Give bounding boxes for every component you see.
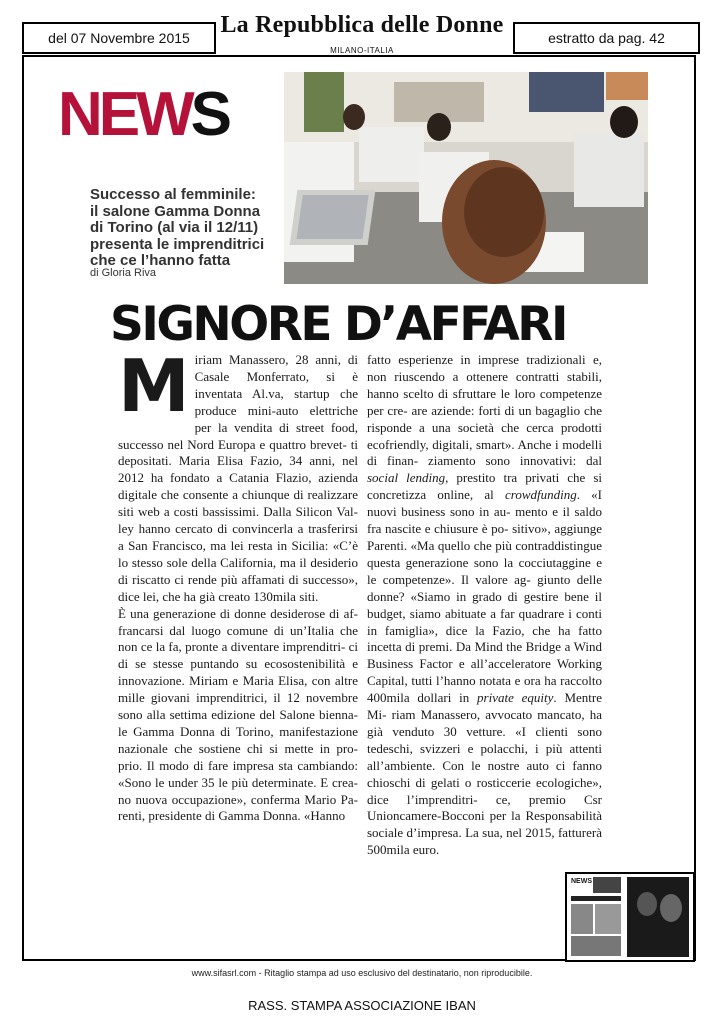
footer-association: RASS. STAMPA ASSOCIAZIONE IBAN (248, 998, 476, 1013)
article-text: o rosticcerie ecologiche», dice l’imprenditri- (367, 774, 603, 807)
date-box (22, 22, 216, 54)
article-text: incetta di premi. Da Mind the Bridge a Wind (367, 639, 602, 655)
article-text: riam Manassero, avvocato mancato, ha già (367, 707, 602, 739)
article-text: Capital, tutti l’hanno notata e ora ha raccolto (367, 673, 602, 689)
article-text: cocciutaggine e le competenze». Il valore ag- (367, 554, 602, 587)
section-logo-red: NEW (58, 80, 191, 149)
article-text: lo stesso sole della California, ma il desiderio (118, 554, 358, 570)
article-text: a San Francisco, ma lei resta in Sicilia: «C’è (118, 537, 358, 553)
article-text: al (484, 487, 494, 503)
article-text: i conti in famiglia», dice la Fazio, che ha fatto (367, 605, 603, 638)
article-text: 2012 ha fondato a Catania Flazio, azienda (118, 470, 358, 486)
article-text: no nuova occupazione», conferma Mario Pa- (118, 791, 358, 807)
article-italic: crowdfunding (504, 487, 577, 503)
article-text: Responsabilità sociale d’impresa. La sua, nel (367, 808, 603, 841)
article-text: innovazione. Miriam e Maria Elisa, con altre (118, 673, 358, 689)
article-text: digitale che consente a chiunque di realizzare (118, 487, 358, 503)
article-text: renti, presidente di Gamma Donna. «Hanno (118, 808, 346, 824)
article-text: iriam Manassero, 28 anni, (194, 352, 341, 367)
article-text: prio. Il modo di fare impresa sta cambiando: (118, 757, 358, 773)
article-text: bene il budget, siamo abituate a far quadrare (367, 588, 603, 621)
byline: di Gloria Riva (90, 267, 157, 279)
article-text: È una generazione di donne desiderose di af- (118, 605, 358, 621)
article-text: giunto delle donne? «Siamo in grado di gestire (367, 571, 603, 604)
article-text: di Casale Monferrato, si è (194, 352, 359, 384)
section-logo-black: S (190, 80, 229, 149)
page-reference-box (513, 22, 700, 54)
issue-date: del 07 Novembre 2015 (48, 30, 190, 46)
subtitle-line: che ce l’hanno fatta (90, 252, 231, 269)
article-text: scelto di sfruttare le loro competenze per cre- (367, 385, 602, 418)
article-text: Business Factor e all’acceleratore Working (367, 656, 602, 672)
thumbnail-news-label: NEWS (571, 878, 592, 885)
article-paragraph (367, 352, 602, 859)
subtitle-line: di Torino (al via il 12/11) (90, 219, 259, 236)
article-text: produce mini-auto elettriche (194, 402, 358, 418)
article-text: non ce la fa, pronte a diventare imprenditri- (118, 639, 346, 655)
page-thumbnail (565, 872, 695, 962)
office-photo (284, 72, 648, 284)
article-text: sono alla settima edizione del Salone bienna- (118, 707, 358, 723)
section-logo (58, 80, 229, 149)
article-text: mille giovani imprenditrici, il 12 novembre (118, 690, 358, 706)
article-text: ce, premio Csr Unioncamere-Bocconi per la (367, 791, 602, 824)
article-text: dice lei, che ha già creato 130mila siti. (118, 588, 319, 604)
article-text: di riscatto ci rende più affamati di successo», (118, 571, 358, 587)
subtitle (90, 187, 280, 270)
article-italic: social lending (367, 470, 446, 486)
article-text: . Mentre Mi- (367, 690, 603, 723)
article-text: a una società che cerca prodotti ecofriendly, (367, 419, 603, 452)
article-text: ley hanno cercato di convincerla a trasferirsi (118, 521, 358, 537)
article-text: 400mila dollari in (367, 690, 470, 706)
article-text: successo nel Nord Europa e quattro brevet- (118, 436, 347, 452)
article-text: svizzeri e polacchi, i più attenti all’ambiente. (367, 740, 603, 773)
article-italic: private equity (477, 690, 554, 706)
subtitle-line: il salone Gamma Donna (90, 202, 261, 220)
article-text: le Gamma Donna di Torino, manifestazione (118, 723, 358, 739)
article-text: ti depositati. Maria Elisa Fazio, 34 anni, nel (118, 436, 359, 469)
article-column-2 (367, 352, 602, 859)
article-text: contraddistingue questa generazione sono la (367, 537, 602, 570)
article-text: are aziende: forti di un bagaglio che risponde (367, 402, 602, 435)
article-text: digitali, smart». Anche i modelli di finan- (367, 436, 602, 469)
page-reference: estratto da pag. 42 (548, 30, 665, 46)
article-text: venduto 30 vetture. «I clienti sono tedeschi, (367, 723, 602, 756)
article-text: Con le nostre auto ci fanno chioschi di gelati (367, 757, 603, 790)
publication-city: MILANO-ITALIA (330, 46, 394, 55)
article-text: 2015, fatturerà 500mila euro. (367, 825, 603, 858)
article-text: . «I nuovi business sono in au- (367, 487, 603, 520)
article-text: nazionale che sostiene chi si mette in pro- (118, 740, 358, 756)
article-text: per la vendita di street food, (194, 419, 358, 435)
article-text: inventata Al.va, startup che (194, 385, 358, 401)
subtitle-line: Successo al femminile: (90, 186, 256, 203)
article-text: ziamento sono innovativi: dal (427, 453, 603, 469)
drop-cap: M (118, 344, 187, 428)
article-text: prestito tra privati che si concretizza online, (367, 470, 603, 503)
article-text: ci di se stesse puntando su ecosostenibilità e (118, 639, 359, 672)
article-text: sitivo», aggiunge Parenti. «Ma quello che più (367, 521, 602, 553)
headline: SIGNORE D’AFFARI (110, 297, 566, 352)
article-text: riuscendo a ottenere contratti stabili, hanno (367, 368, 602, 401)
article-text: siti web a costi bassissimi. Dalla Silicon Val- (118, 504, 358, 520)
subtitle-line: presenta le imprenditrici (90, 235, 265, 253)
article-text: francarsi dal luogo comune di un’Italia che (118, 622, 358, 638)
publication-title: La Repubblica delle Donne (220, 12, 504, 38)
article-text: , (445, 470, 449, 486)
article-column-1 (118, 344, 359, 825)
article-text: mento e il saldo fra nascite e chiusure è po- (367, 504, 602, 537)
footer-disclaimer: www.sifasrl.com - Ritaglio stampa ad uso esclusivo del destinatario, non riproducibile. (191, 968, 533, 978)
article-text: fatto esperienze in imprese tradizionali e, non (367, 352, 602, 384)
article-text: «Sono le under 35 le più determinate. E crea- (118, 774, 358, 790)
article-paragraph (118, 606, 358, 826)
